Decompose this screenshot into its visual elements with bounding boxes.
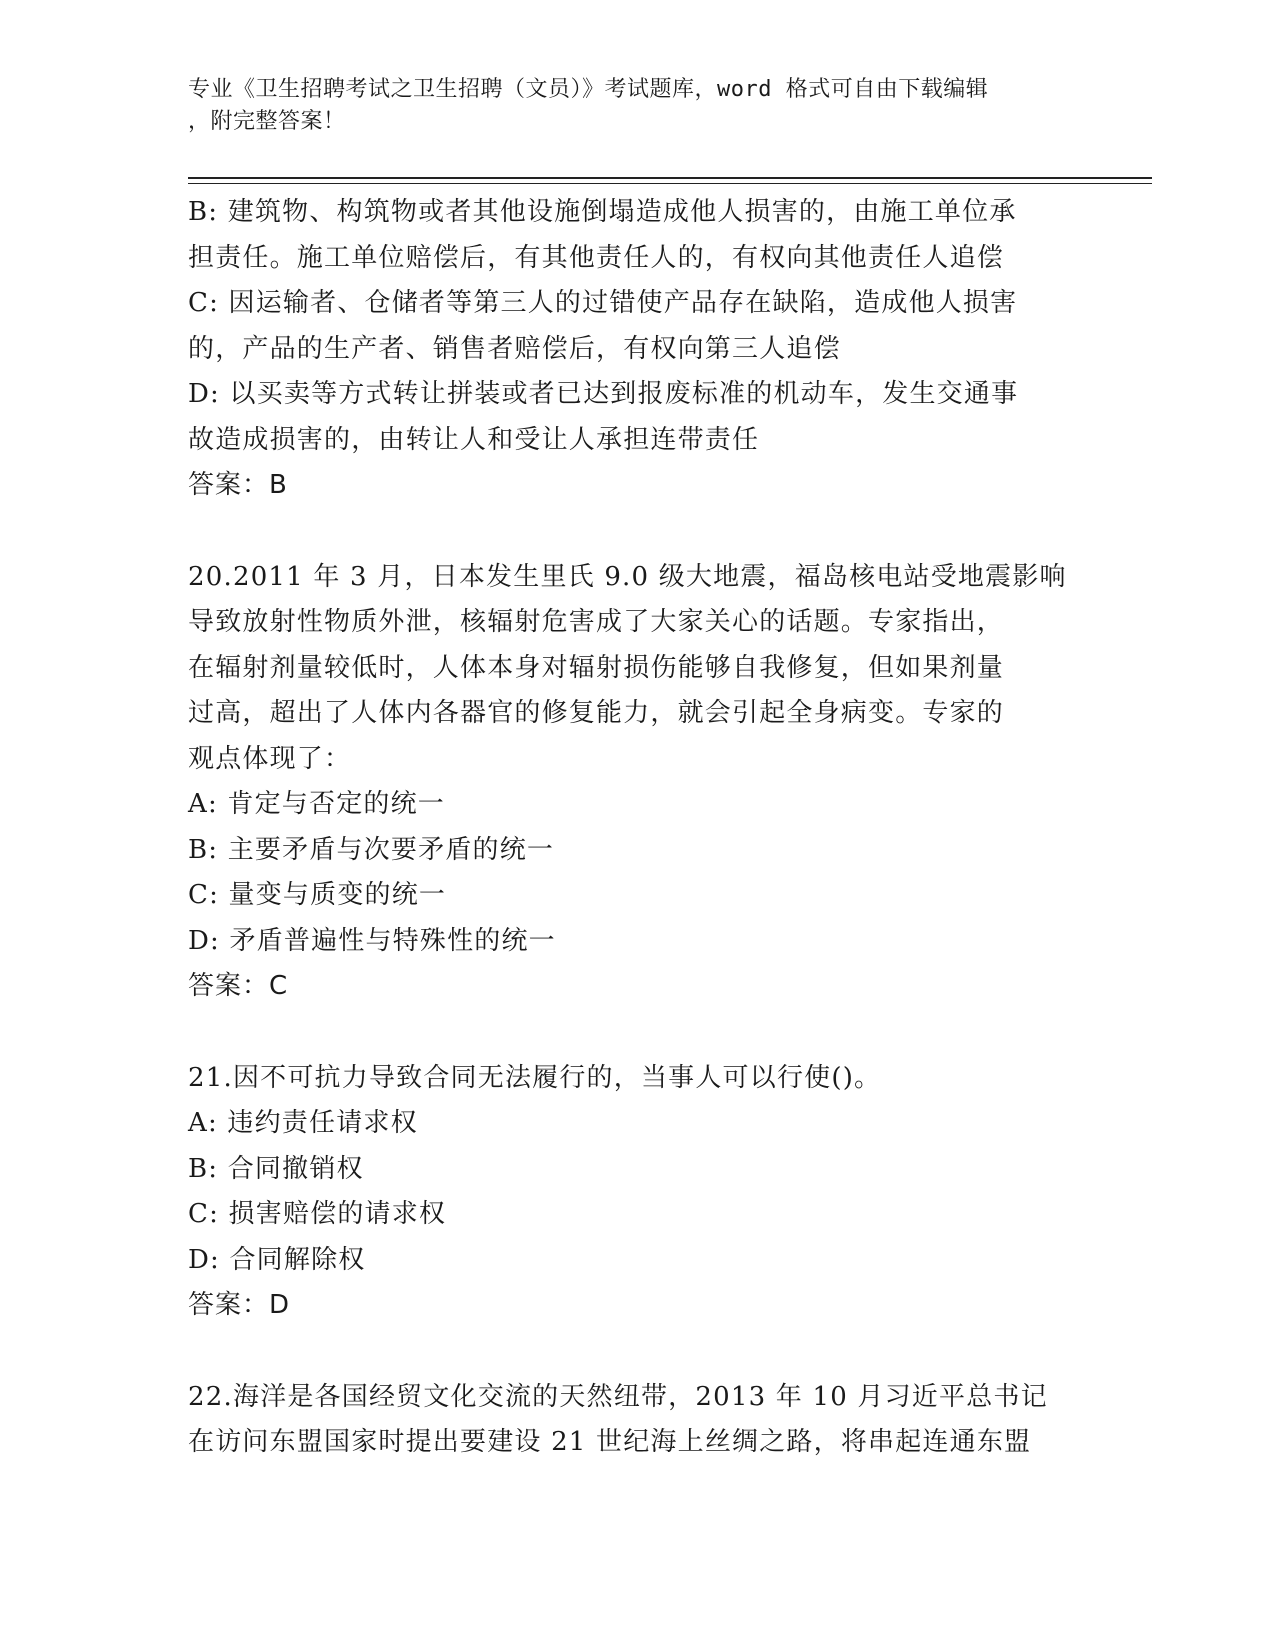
q20-stem-line-3: 在辐射剂量较低时，人体本身对辐射损伤能够自我修复，但如果剂量 xyxy=(188,652,1005,683)
q22-stem-line-1: 22.海洋是各国经贸文化交流的天然纽带，2013 年 10 月习近平总书记 xyxy=(188,1381,1048,1412)
header-line-1: 专业《卫生招聘考试之卫生招聘（文员）》考试题库，word 格式可自由下载编辑 xyxy=(188,77,989,102)
q19-option-d-line-1: D: 以买卖等方式转让拼装或者已达到报废标准的机动车，发生交通事 xyxy=(188,379,1019,409)
header-rule-thick xyxy=(188,177,1152,179)
q20-stem-line-5: 观点体现了： xyxy=(188,743,352,774)
q20-option-a: A: 肯定与否定的统一 xyxy=(188,789,446,819)
document-header xyxy=(188,74,1088,138)
q21-option-a: A: 违约责任请求权 xyxy=(188,1108,418,1138)
header-rule-thin xyxy=(188,183,1152,184)
header-line-2: ，附完整答案！ xyxy=(188,109,346,134)
q19-option-b-line-1: B: 建筑物、构筑物或者其他设施倒塌造成他人损害的，由施工单位承 xyxy=(188,197,1017,227)
q21-option-b: B: 合同撤销权 xyxy=(188,1153,364,1184)
q20-stem-line-4: 过高，超出了人体内各器官的修复能力，就会引起全身病变。专家的 xyxy=(188,698,1005,728)
spacer xyxy=(188,1329,1108,1375)
q20-answer: 答案：C xyxy=(188,971,289,1001)
q20-stem-line-1: 20.2011 年 3 月，日本发生里氏 9.0 级大地震，福岛核电站受地震影响 xyxy=(188,561,1067,592)
q19-answer: 答案：B xyxy=(188,470,288,500)
spacer xyxy=(188,509,1108,555)
q21-option-d: D: 合同解除权 xyxy=(188,1244,366,1275)
q19-option-c-line-1: C: 因运输者、仓储者等第三人的过错使产品存在缺陷，造成他人损害 xyxy=(188,288,1018,318)
question-21 xyxy=(188,1056,1108,1329)
q21-answer: 答案：D xyxy=(188,1290,291,1320)
question-22 xyxy=(188,1375,1108,1466)
q20-option-c: C: 量变与质变的统一 xyxy=(188,880,447,910)
question-19 xyxy=(188,190,1108,509)
spacer xyxy=(188,1010,1108,1056)
q19-option-c-line-2: 的，产品的生产者、销售者赔偿后，有权向第三人追偿 xyxy=(188,333,841,364)
q20-option-b: B: 主要矛盾与次要矛盾的统一 xyxy=(188,834,555,865)
q19-option-b-line-2: 担责任。施工单位赔偿后，有其他责任人的，有权向其他责任人追偿 xyxy=(188,242,1005,273)
q20-stem-line-2: 导致放射性物质外泄，核辐射危害成了大家关心的话题。专家指出， xyxy=(188,607,1005,637)
q19-option-d-line-2: 故造成损害的，由转让人和受让人承担连带责任 xyxy=(188,424,760,455)
q21-stem: 21.因不可抗力导致合同无法履行的，当事人可以行使()。 xyxy=(188,1062,882,1093)
q21-option-c: C: 损害赔偿的请求权 xyxy=(188,1199,447,1229)
q20-option-d: D: 矛盾普遍性与特殊性的统一 xyxy=(188,925,556,956)
question-20 xyxy=(188,555,1108,1010)
document-body xyxy=(188,190,1108,1466)
q22-stem-line-2: 在访问东盟国家时提出要建设 21 世纪海上丝绸之路，将串起连通东盟 xyxy=(188,1427,1032,1457)
